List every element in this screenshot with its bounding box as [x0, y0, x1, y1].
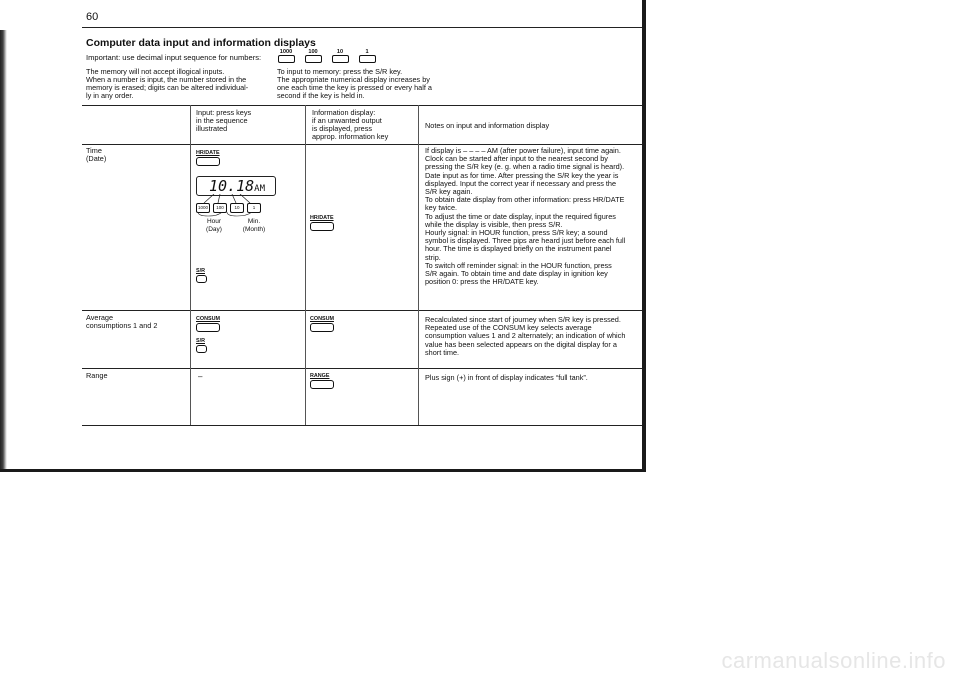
- key-1000: 1000: [277, 49, 295, 63]
- page-number: 60: [86, 11, 99, 23]
- key-cap-icon: [196, 323, 220, 332]
- hour-label: Hour (Day): [206, 218, 222, 233]
- header-notes: Notes on input and information display: [425, 121, 550, 130]
- lcd-key-100: 100: [213, 203, 227, 213]
- key-cap-icon: [196, 275, 207, 283]
- range-input-dash: –: [198, 372, 203, 381]
- watermark: carmanualsonline.info: [721, 648, 946, 673]
- table-top-rule: [82, 105, 642, 106]
- key-cap-icon: [310, 380, 334, 389]
- row-label-consum: Average consumptions 1 and 2: [86, 313, 158, 330]
- row-label-range: Range: [86, 371, 108, 380]
- lcd-key-1: 1: [247, 203, 261, 213]
- row-rule-1: [82, 310, 642, 311]
- key-cap-icon: [278, 55, 295, 63]
- key-1: 1: [358, 49, 376, 63]
- sr-key-time: S/R: [196, 268, 207, 283]
- min-label: Min. (Month): [242, 218, 266, 233]
- key-cap-icon: [359, 55, 376, 63]
- lcd-display: 10.18AM: [196, 176, 276, 196]
- key-10: 10: [331, 49, 349, 63]
- notes-consum: Recalculated since start of journey when S/R key is pressed. Repeated use of the CONSUM key selects average consumption values 1 and 2 alternately; an indication of which value has been selected appears on the digital display for a short time.: [425, 316, 626, 357]
- col-divider-1: [190, 105, 191, 425]
- header-info: Information display: if an unwanted output is displayed, press approp. information key: [312, 108, 389, 141]
- scan-edge: [0, 30, 7, 470]
- sr-key-consum: S/R: [196, 338, 207, 353]
- info-hr-date-key: HR/DATE: [310, 215, 334, 231]
- lcd-key-10: 10: [230, 203, 244, 213]
- notes-time: If display is – – – – AM (after power failure), input time again. Clock can be started after input to the nearest second by pressing the S/R key (e. g. when a radio time signal is heard). Date input as for time. After pressing the S/R key the year is displayed. Input the correct year if necessary and press the S/R key again. To obtain date display from other information: press HR/DATE key twice. To adjust the time or date display, input the required figures while the display is visible, then press S/R. Hourly signal: in HOUR function, press S/R key; a sound symbol is displayed. Three pips are heard just before each full hour. The time is displayed briefly on the instrument panel strip. To switch off reminder signal: in the HOUR function, press S/R again. To obtain time and date display in ignition key position 0: press the HR/DATE key.: [425, 147, 626, 287]
- intro-text: Important: use decimal input sequence for numbers:: [86, 53, 262, 62]
- key-cap-icon: [196, 345, 207, 353]
- notes-range: Plus sign (+) in front of display indicates “full tank”.: [425, 374, 588, 382]
- row-rule-2: [82, 368, 642, 369]
- hr-date-key: HR/DATE: [196, 150, 220, 166]
- key-cap-icon: [310, 323, 334, 332]
- decimal-key-row: [277, 49, 376, 63]
- top-rule: [82, 27, 642, 28]
- lcd-key-1000: 1000: [196, 203, 210, 213]
- col-divider-2: [305, 105, 306, 425]
- section-title: Computer data input and information displays: [86, 37, 316, 49]
- input-instructions: To input to memory: press the S/R key. The appropriate numerical display increases by one each time the key is pressed or every half a second if the key is held in.: [277, 67, 432, 100]
- header-input: Input: press keys in the sequence illustrated: [196, 108, 252, 133]
- col-divider-3: [418, 105, 419, 425]
- info-consum-key: CONSUM: [310, 316, 334, 332]
- info-range-key: RANGE: [310, 373, 334, 389]
- row-label-time: Time (Date): [86, 146, 107, 163]
- header-rule: [82, 144, 642, 145]
- manual-page: [0, 0, 646, 472]
- memory-text: The memory will not accept illogical inputs. When a number is input, the number stored in the memory is erased; digits can be altered individual- ly in any order.: [86, 67, 249, 100]
- table-bottom-rule: [82, 425, 642, 426]
- consum-key: CONSUM: [196, 316, 220, 332]
- key-100: 100: [304, 49, 322, 63]
- key-cap-icon: [196, 157, 220, 166]
- key-cap-icon: [310, 222, 334, 231]
- key-cap-icon: [332, 55, 349, 63]
- key-cap-icon: [305, 55, 322, 63]
